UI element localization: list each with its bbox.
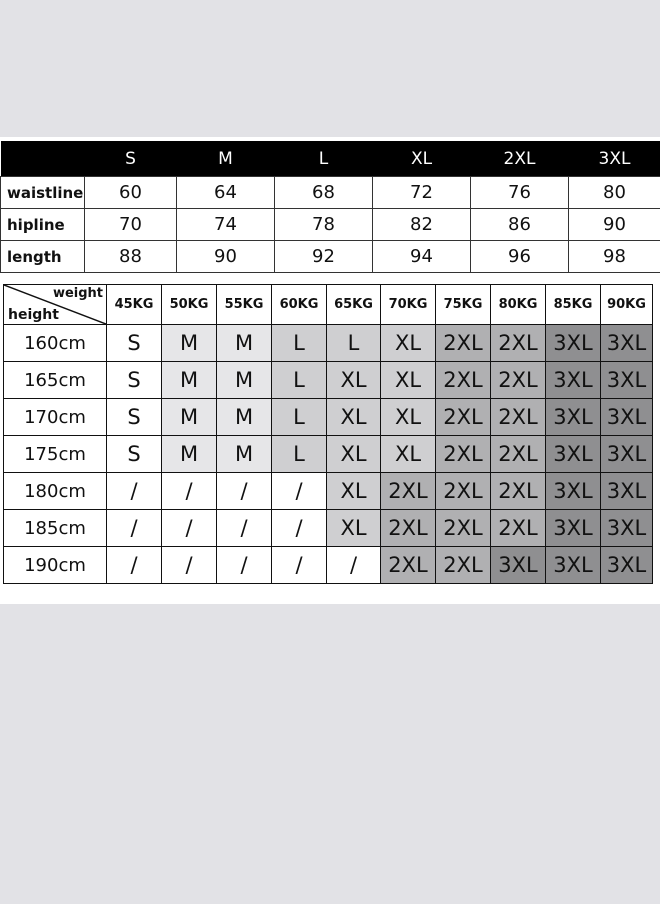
size-cell: 2XL bbox=[491, 510, 546, 547]
size-cell: 2XL bbox=[491, 436, 546, 473]
size-cell: XL bbox=[381, 399, 436, 436]
corner-header bbox=[4, 285, 107, 325]
measurement-header-row bbox=[1, 141, 660, 177]
size-cell: S bbox=[107, 362, 162, 399]
height-row bbox=[4, 473, 653, 510]
measurement-row-label: waistline bbox=[1, 177, 85, 209]
size-cell: 2XL bbox=[381, 510, 436, 547]
size-recommendation-table bbox=[3, 284, 653, 584]
measurement-header-cell: 3XL bbox=[569, 141, 660, 177]
size-cell: 2XL bbox=[491, 325, 546, 362]
measurement-value: 88 bbox=[85, 241, 177, 273]
size-cell: 3XL bbox=[546, 399, 601, 436]
size-cell: 3XL bbox=[601, 362, 653, 399]
measurement-value: 92 bbox=[275, 241, 373, 273]
size-cell: / bbox=[162, 547, 217, 584]
size-cell: M bbox=[162, 362, 217, 399]
measurement-value: 76 bbox=[471, 177, 569, 209]
size-cell: L bbox=[327, 325, 381, 362]
size-cell: / bbox=[162, 473, 217, 510]
measurement-value: 90 bbox=[569, 209, 660, 241]
height-label: 190cm bbox=[4, 547, 107, 584]
height-row bbox=[4, 510, 653, 547]
size-cell: / bbox=[272, 473, 327, 510]
height-label: 185cm bbox=[4, 510, 107, 547]
measurement-row-label: length bbox=[1, 241, 85, 273]
size-cell: XL bbox=[381, 325, 436, 362]
measurement-value: 64 bbox=[177, 177, 275, 209]
size-cell: 3XL bbox=[601, 325, 653, 362]
size-cell: 2XL bbox=[491, 362, 546, 399]
size-cell: 3XL bbox=[546, 362, 601, 399]
measurement-value: 60 bbox=[85, 177, 177, 209]
weight-header-cell: 75KG bbox=[436, 285, 491, 325]
height-row bbox=[4, 325, 653, 362]
size-cell: S bbox=[107, 436, 162, 473]
size-cell: 3XL bbox=[601, 436, 653, 473]
size-cell: 2XL bbox=[436, 510, 491, 547]
measurement-row bbox=[1, 177, 660, 209]
measurement-value: 80 bbox=[569, 177, 660, 209]
measurement-header-cell: S bbox=[85, 141, 177, 177]
height-label: 180cm bbox=[4, 473, 107, 510]
size-cell: 3XL bbox=[546, 436, 601, 473]
size-cell: L bbox=[272, 325, 327, 362]
size-cell: 3XL bbox=[491, 547, 546, 584]
size-cell: L bbox=[272, 436, 327, 473]
size-cell: XL bbox=[327, 399, 381, 436]
size-cell: M bbox=[217, 436, 272, 473]
size-cell: 3XL bbox=[546, 473, 601, 510]
measurement-table bbox=[0, 141, 660, 273]
weight-header-cell: 65KG bbox=[327, 285, 381, 325]
measurement-value: 90 bbox=[177, 241, 275, 273]
size-cell: M bbox=[162, 399, 217, 436]
measurement-value: 82 bbox=[373, 209, 471, 241]
size-cell: M bbox=[162, 436, 217, 473]
measurement-value: 98 bbox=[569, 241, 660, 273]
size-cell: 2XL bbox=[436, 399, 491, 436]
size-cell: S bbox=[107, 399, 162, 436]
size-cell: 2XL bbox=[436, 362, 491, 399]
corner-weight-label: weight bbox=[52, 286, 103, 301]
measurement-value: 74 bbox=[177, 209, 275, 241]
measurement-header-cell bbox=[1, 141, 85, 177]
measurement-value: 94 bbox=[373, 241, 471, 273]
size-cell: / bbox=[107, 547, 162, 584]
weight-header-cell: 55KG bbox=[217, 285, 272, 325]
size-cell: 2XL bbox=[436, 547, 491, 584]
corner-height-label: height bbox=[8, 307, 59, 323]
size-cell: M bbox=[217, 362, 272, 399]
size-cell: 3XL bbox=[546, 510, 601, 547]
size-cell: XL bbox=[381, 362, 436, 399]
size-cell: 3XL bbox=[546, 325, 601, 362]
height-row bbox=[4, 362, 653, 399]
height-label: 170cm bbox=[4, 399, 107, 436]
size-cell: 2XL bbox=[491, 399, 546, 436]
size-cell: 3XL bbox=[601, 473, 653, 510]
measurement-value: 96 bbox=[471, 241, 569, 273]
size-cell: 3XL bbox=[601, 510, 653, 547]
size-cell: / bbox=[327, 547, 381, 584]
measurement-value: 68 bbox=[275, 177, 373, 209]
size-cell: / bbox=[272, 547, 327, 584]
size-cell: / bbox=[217, 473, 272, 510]
height-label: 175cm bbox=[4, 436, 107, 473]
size-cell: L bbox=[272, 362, 327, 399]
size-cell: / bbox=[107, 473, 162, 510]
size-cell: 2XL bbox=[381, 473, 436, 510]
measurement-value: 86 bbox=[471, 209, 569, 241]
size-cell: XL bbox=[327, 436, 381, 473]
size-chart-card bbox=[0, 137, 660, 604]
height-row bbox=[4, 399, 653, 436]
size-cell: 2XL bbox=[491, 473, 546, 510]
measurement-header-cell: M bbox=[177, 141, 275, 177]
size-cell: / bbox=[107, 510, 162, 547]
weight-header-cell: 70KG bbox=[381, 285, 436, 325]
size-cell: 2XL bbox=[436, 473, 491, 510]
size-cell: 3XL bbox=[601, 399, 653, 436]
measurement-row bbox=[1, 241, 660, 273]
measurement-header-cell: 2XL bbox=[471, 141, 569, 177]
height-label: 165cm bbox=[4, 362, 107, 399]
height-row bbox=[4, 436, 653, 473]
height-label: 160cm bbox=[4, 325, 107, 362]
size-cell: / bbox=[162, 510, 217, 547]
size-cell: XL bbox=[327, 362, 381, 399]
size-cell: M bbox=[217, 325, 272, 362]
measurement-header-cell: XL bbox=[373, 141, 471, 177]
size-cell: 2XL bbox=[381, 547, 436, 584]
size-cell: XL bbox=[327, 510, 381, 547]
size-cell: 3XL bbox=[601, 547, 653, 584]
height-row bbox=[4, 547, 653, 584]
size-cell: XL bbox=[327, 473, 381, 510]
measurement-row-label: hipline bbox=[1, 209, 85, 241]
size-cell: XL bbox=[381, 436, 436, 473]
weight-header-cell: 80KG bbox=[491, 285, 546, 325]
measurement-value: 72 bbox=[373, 177, 471, 209]
weight-header-row bbox=[4, 285, 653, 325]
size-cell: M bbox=[162, 325, 217, 362]
size-cell: / bbox=[272, 510, 327, 547]
size-cell: M bbox=[217, 399, 272, 436]
size-cell: S bbox=[107, 325, 162, 362]
size-cell: / bbox=[217, 510, 272, 547]
size-cell: 2XL bbox=[436, 325, 491, 362]
weight-header-cell: 90KG bbox=[601, 285, 653, 325]
weight-header-cell: 45KG bbox=[107, 285, 162, 325]
size-cell: L bbox=[272, 399, 327, 436]
measurement-row bbox=[1, 209, 660, 241]
weight-header-cell: 60KG bbox=[272, 285, 327, 325]
measurement-value: 70 bbox=[85, 209, 177, 241]
size-cell: 3XL bbox=[546, 547, 601, 584]
measurement-value: 78 bbox=[275, 209, 373, 241]
measurement-header-cell: L bbox=[275, 141, 373, 177]
weight-header-cell: 85KG bbox=[546, 285, 601, 325]
size-cell: / bbox=[217, 547, 272, 584]
size-cell: 2XL bbox=[436, 436, 491, 473]
weight-header-cell: 50KG bbox=[162, 285, 217, 325]
